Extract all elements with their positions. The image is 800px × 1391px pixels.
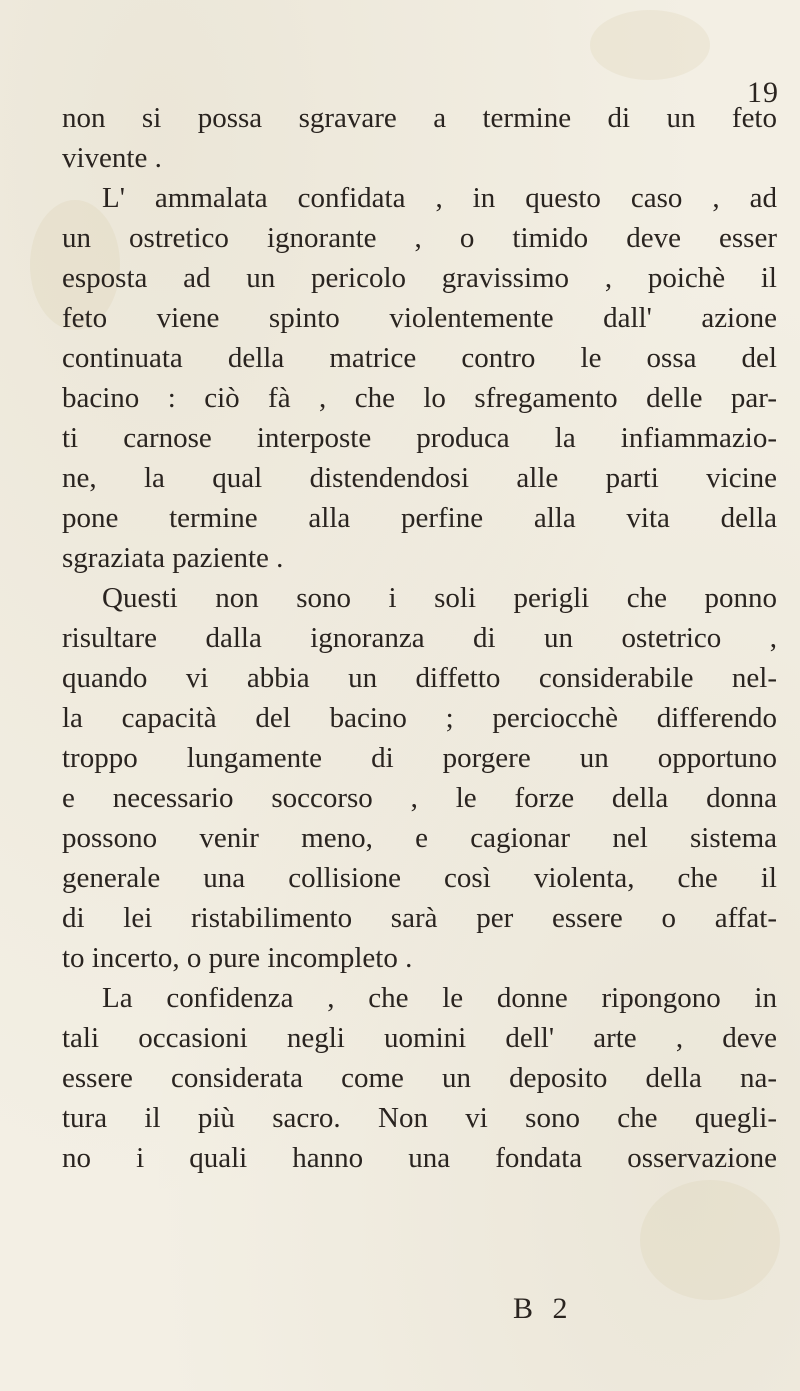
page-number: 19 (747, 76, 779, 109)
text-line: troppo lungamente di porgere un opportuno (62, 742, 777, 774)
text-line: e necessario soccorso , le forze della donna (62, 782, 777, 814)
text-line: di lei ristabilimento sarà per essere o affat- (62, 902, 777, 934)
text-line: Questi non sono i soli perigli che ponno (102, 582, 777, 614)
text-line: bacino : ciò fà , che lo sfregamento delle par- (62, 382, 777, 414)
text-line: L' ammalata confidata , in questo caso , ad (102, 182, 777, 214)
text-line: risultare dalla ignoranza di un ostetrico , (62, 622, 777, 654)
text-line: La confidenza , che le donne ripongono in (102, 982, 777, 1014)
text-line: tali occasioni negli uomini dell' arte , deve (62, 1022, 777, 1054)
text-line: tura il più sacro. Non vi sono che quegli- (62, 1102, 777, 1134)
text-line: vivente . (62, 142, 162, 174)
text-line: feto viene spinto violentemente dall' azione (62, 302, 777, 334)
text-line: un ostretico ignorante , o timido deve esser (62, 222, 777, 254)
text-line: continuata della matrice contro le ossa del (62, 342, 777, 374)
text-line: possono venir meno, e cagionar nel sistema (62, 822, 777, 854)
text-line: quando vi abbia un diffetto considerabile nel- (62, 662, 777, 694)
text-line: no i quali hanno una fondata osservazione (62, 1142, 777, 1174)
text-line: esposta ad un pericolo gravissimo , poichè il (62, 262, 777, 294)
text-line: la capacità del bacino ; perciocchè differendo (62, 702, 777, 734)
text-line: to incerto, o pure incompleto . (62, 942, 413, 974)
text-line: generale una collisione così violenta, che il (62, 862, 777, 894)
signature-mark: B 2 (513, 1292, 574, 1325)
text-line: non si possa sgravare a termine di un feto (62, 102, 777, 134)
text-line: ti carnose interposte produca la infiammazio- (62, 422, 777, 454)
text-line: essere considerata come un deposito della na- (62, 1062, 777, 1094)
text-line: sgraziata paziente . (62, 542, 284, 574)
paper-stain (640, 1180, 780, 1300)
paper-stain (590, 10, 710, 80)
text-line: pone termine alla perfine alla vita della (62, 502, 777, 534)
text-line: ne, la qual distendendosi alle parti vicine (62, 462, 777, 494)
